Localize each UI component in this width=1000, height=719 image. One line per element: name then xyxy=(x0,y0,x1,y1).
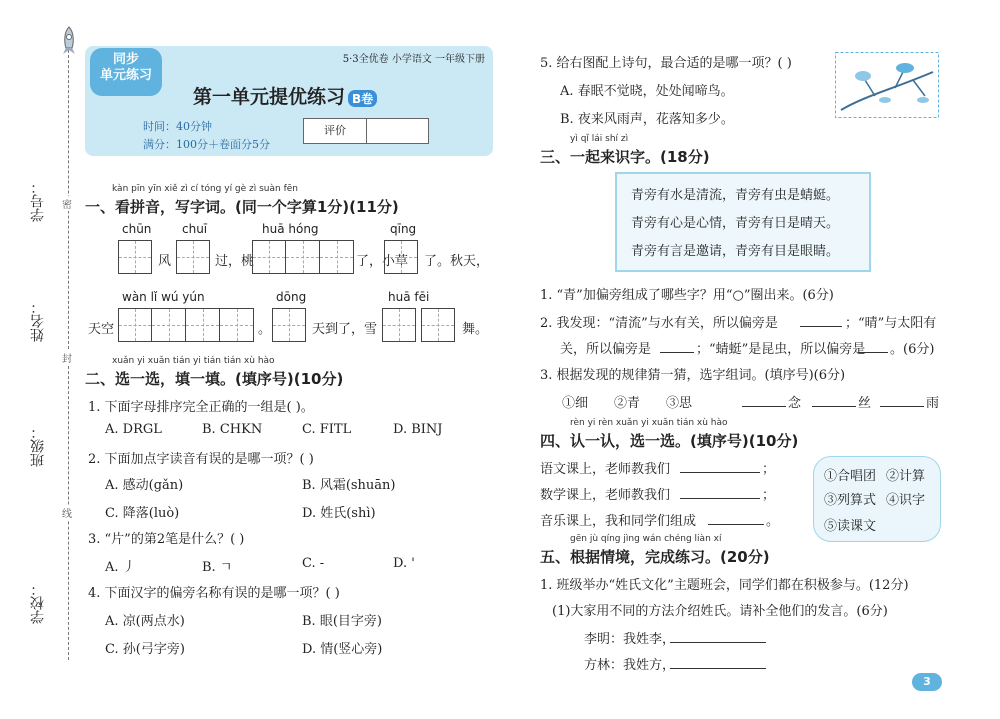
s1-r2-box-1[interactable] xyxy=(118,308,254,342)
s5-answer-2-blank[interactable] xyxy=(670,654,766,669)
s3-pinyin: yì qǐ lái shí zì xyxy=(570,134,629,144)
s4-end-1: ； xyxy=(762,462,776,477)
evaluation-box[interactable] xyxy=(303,118,429,144)
s3-q3-word-3: 雨 xyxy=(926,396,940,411)
title-text: 第一单元提优练习 xyxy=(193,86,346,108)
binding-name: 姓名： xyxy=(30,300,46,342)
time-limit: 时间：40分钟 xyxy=(143,120,212,133)
s1-r2-box-4[interactable] xyxy=(421,308,455,342)
s1-r2-py-2: dōng xyxy=(276,290,307,304)
s4-line-2: 数学课上，老师教我们 xyxy=(540,488,671,503)
s2-q4-opt-a[interactable]: A. 凉(两点水) xyxy=(105,614,185,629)
s2-q3-opt-c[interactable]: C. - xyxy=(302,556,325,571)
tag-line-1: 同步 xyxy=(112,52,139,67)
s2-q4-opt-d[interactable]: D. 情(竖心旁) xyxy=(302,642,383,657)
rhyme-line-2: 青旁有心是心情，青旁有日是晴天。 xyxy=(631,216,840,231)
s4-option-2: ②计算 xyxy=(886,469,926,484)
s3-q3-blank-1[interactable] xyxy=(742,392,786,407)
series-info: 5·3全优卷 小学语文 一年级下册 xyxy=(342,54,485,65)
s1-r1-text-3: 了，小草 xyxy=(356,254,409,269)
s2-q3: 3. “片”的第2笔是什么？( ) xyxy=(88,532,245,547)
s3-q2-part3: 关，所以偏旁是 xyxy=(560,342,652,357)
binding-mark-close: 封 xyxy=(62,350,72,365)
s3-q3: 3. 根据发现的规律猜一猜，选字组词。(填序号)(6分) xyxy=(540,368,846,383)
s3-q2-part4: ；“蜻蜓”是昆虫，所以偏旁是 xyxy=(696,342,866,357)
bird-branch-illustration xyxy=(835,52,939,118)
s2-q1-opt-c[interactable]: C. FITL xyxy=(302,422,352,437)
s4-end-3: 。 xyxy=(766,514,780,529)
s1-r2-py-3: huā fēi xyxy=(388,290,430,304)
rhyme-line-3: 青旁有言是邀请，青旁有目是眼睛。 xyxy=(631,244,840,259)
s1-r2-py-1: wàn lǐ wú yún xyxy=(122,290,205,304)
binding-class: 班级： xyxy=(30,425,46,467)
s3-q3-word-2: 丝 xyxy=(858,396,872,411)
s1-r1-py-4: qīng xyxy=(390,222,417,236)
rhyme-box xyxy=(615,172,871,272)
s2-q2: 2. 下面加点字读音有误的是哪一项？( ) xyxy=(88,452,314,467)
s1-r2-text-3: 天到了，雪 xyxy=(312,322,378,337)
s2-q2-opt-d[interactable]: D. 姓氏(shì) xyxy=(302,506,376,521)
binding-school: 学校： xyxy=(30,582,46,624)
s3-q1: 1. “青”加偏旁组成了哪些字？用“○”圈出来。(6分) xyxy=(540,288,834,303)
binding-mark-seal: 密 xyxy=(62,196,72,211)
s4-blank-1[interactable] xyxy=(680,458,760,473)
s2-q4: 4. 下面汉字的偏旁名称有误的是哪一项？( ) xyxy=(88,586,340,601)
evaluation-label: 评价 xyxy=(304,119,367,143)
s4-title: 四、认一认，选一选。(填序号)(10分) xyxy=(540,432,799,450)
s4-pinyin: rèn yi rèn xuǎn yi xuǎn tián xù hào xyxy=(570,418,728,428)
s5-answer-2-label: 方林：我姓方， xyxy=(584,658,676,673)
s2-pinyin: xuǎn yi xuǎn tián yi tián tián xù hào xyxy=(112,356,275,366)
s1-r1-box-2[interactable] xyxy=(176,240,210,274)
s3-q2-part5: 。(6分) xyxy=(890,342,935,357)
s3-q3-opt-1: ①细 xyxy=(562,396,589,411)
s5-pinyin: gēn jù qíng jìng wán chéng liàn xí xyxy=(570,534,722,544)
full-score: 满分：100分＋卷面分5分 xyxy=(143,138,270,151)
s1-r1-box-3[interactable] xyxy=(252,240,354,274)
binding-number: 学号： xyxy=(30,180,46,222)
s1-r1-text-4: 了。秋天， xyxy=(424,254,490,269)
page-number: 3 xyxy=(912,673,942,691)
s3-q3-blank-3[interactable] xyxy=(880,392,924,407)
s4-option-3: ③列算式 xyxy=(824,493,877,508)
s1-title: 一、看拼音，写字词。(同一个字算1分)(11分) xyxy=(85,198,399,216)
s1-r2-text-2: 。 xyxy=(258,322,272,337)
s4-option-5: ⑤读课文 xyxy=(824,519,877,534)
s2-q4-opt-c[interactable]: C. 孙(弓字旁) xyxy=(105,642,185,657)
s3-q3-opt-3: ③思 xyxy=(666,396,693,411)
s4-line-3: 音乐课上，我和同学们组成 xyxy=(540,514,697,529)
s4-blank-2[interactable] xyxy=(680,484,760,499)
q5-opt-b[interactable]: B. 夜来风雨声，花落知多少。 xyxy=(560,112,734,127)
s5-answer-1-label: 李明：我姓李， xyxy=(584,632,676,647)
s5-title: 五、根据情境，完成练习。(20分) xyxy=(540,548,770,566)
s1-r2-box-3[interactable] xyxy=(382,308,416,342)
s2-q2-opt-c[interactable]: C. 降落(luò) xyxy=(105,506,180,521)
s2-q1-opt-a[interactable]: A. DRGL xyxy=(105,422,162,437)
s4-option-4: ④识字 xyxy=(886,493,926,508)
version-badge: B卷 xyxy=(348,90,377,107)
s1-r1-box-1[interactable] xyxy=(118,240,152,274)
sync-unit-tag xyxy=(90,48,162,96)
s4-line-1: 语文课上，老师教我们 xyxy=(540,462,671,477)
s3-q3-blank-2[interactable] xyxy=(812,392,856,407)
s3-q2-part2: ；“晴”与太阳有 xyxy=(845,316,937,331)
page-title xyxy=(193,82,377,109)
s3-title: 三、一起来识字。(18分) xyxy=(540,148,710,166)
s4-end-2: ； xyxy=(762,488,776,503)
s2-title: 二、选一选，填一填。(填序号)(10分) xyxy=(85,370,344,388)
s1-r1-py-1: chūn xyxy=(122,222,152,236)
s1-r2-box-2[interactable] xyxy=(272,308,306,342)
rocket-icon xyxy=(60,26,78,56)
rhyme-line-1: 青旁有水是清流，青旁有虫是蜻蜓。 xyxy=(631,188,840,203)
s2-q3-opt-a[interactable]: A. 丿 xyxy=(105,560,136,575)
s3-q3-word-1: 念 xyxy=(788,396,802,411)
s2-q4-opt-b[interactable]: B. 眼(目字旁) xyxy=(302,614,382,629)
s2-q2-opt-a[interactable]: A. 感动(gǎn) xyxy=(105,478,184,493)
s1-r2-text-1: 天空 xyxy=(88,322,115,337)
s2-q2-opt-b[interactable]: B. 风霜(shuān) xyxy=(302,478,396,493)
s5-answer-1-blank[interactable] xyxy=(670,628,766,643)
s3-q3-opt-2: ②青 xyxy=(614,396,641,411)
s4-options-box xyxy=(813,456,941,542)
tag-line-2: 单元练习 xyxy=(99,68,152,83)
s2-q3-opt-d[interactable]: D. ' xyxy=(393,556,415,571)
s2-q1-opt-b[interactable]: B. CHKN xyxy=(202,422,263,437)
s2-q1-opt-d[interactable]: D. BINJ xyxy=(393,422,443,437)
s2-q3-opt-b[interactable]: B. ㄱ xyxy=(202,560,233,575)
s1-r1-text-1: 风 xyxy=(158,254,172,269)
q5-opt-a[interactable]: A. 春眠不觉晓，处处闻啼鸟。 xyxy=(560,84,734,99)
unit-header xyxy=(85,46,493,156)
s1-r1-box-4[interactable] xyxy=(384,240,418,274)
s3-q2-part1: 2. 我发现：“清流”与水有关，所以偏旁是 xyxy=(540,316,778,331)
s1-r2-text-4: 舞。 xyxy=(462,322,489,337)
s1-r1-text-2: 过，桃 xyxy=(215,254,255,269)
s3-q2-blank-2[interactable] xyxy=(660,338,694,353)
s5-q1: 1. 班级举办“姓氏文化”主题班会，同学们都在积极参与。(12分) xyxy=(540,578,909,593)
s3-q2-blank-1[interactable] xyxy=(800,312,842,327)
s1-r1-py-2: chuī xyxy=(182,222,208,236)
s3-q2-blank-3[interactable] xyxy=(858,338,888,353)
binding-mark-line: 线 xyxy=(62,505,72,520)
s1-r1-py-3: huā hóng xyxy=(262,222,319,236)
s5-q1-1: (1)大家用不同的方法介绍姓氏。请补全他们的发言。(6分) xyxy=(552,604,888,619)
s4-blank-3[interactable] xyxy=(708,510,764,525)
s1-pinyin: kàn pīn yīn xiě zì cí tóng yí gè zì suàn fēn xyxy=(112,184,299,194)
q5-question: 5. 给右图配上诗句，最合适的是哪一项？( ) xyxy=(540,56,792,71)
s2-q1: 1. 下面字母排序完全正确的一组是( )。 xyxy=(88,400,314,415)
s4-option-1: ①合唱团 xyxy=(824,469,877,484)
